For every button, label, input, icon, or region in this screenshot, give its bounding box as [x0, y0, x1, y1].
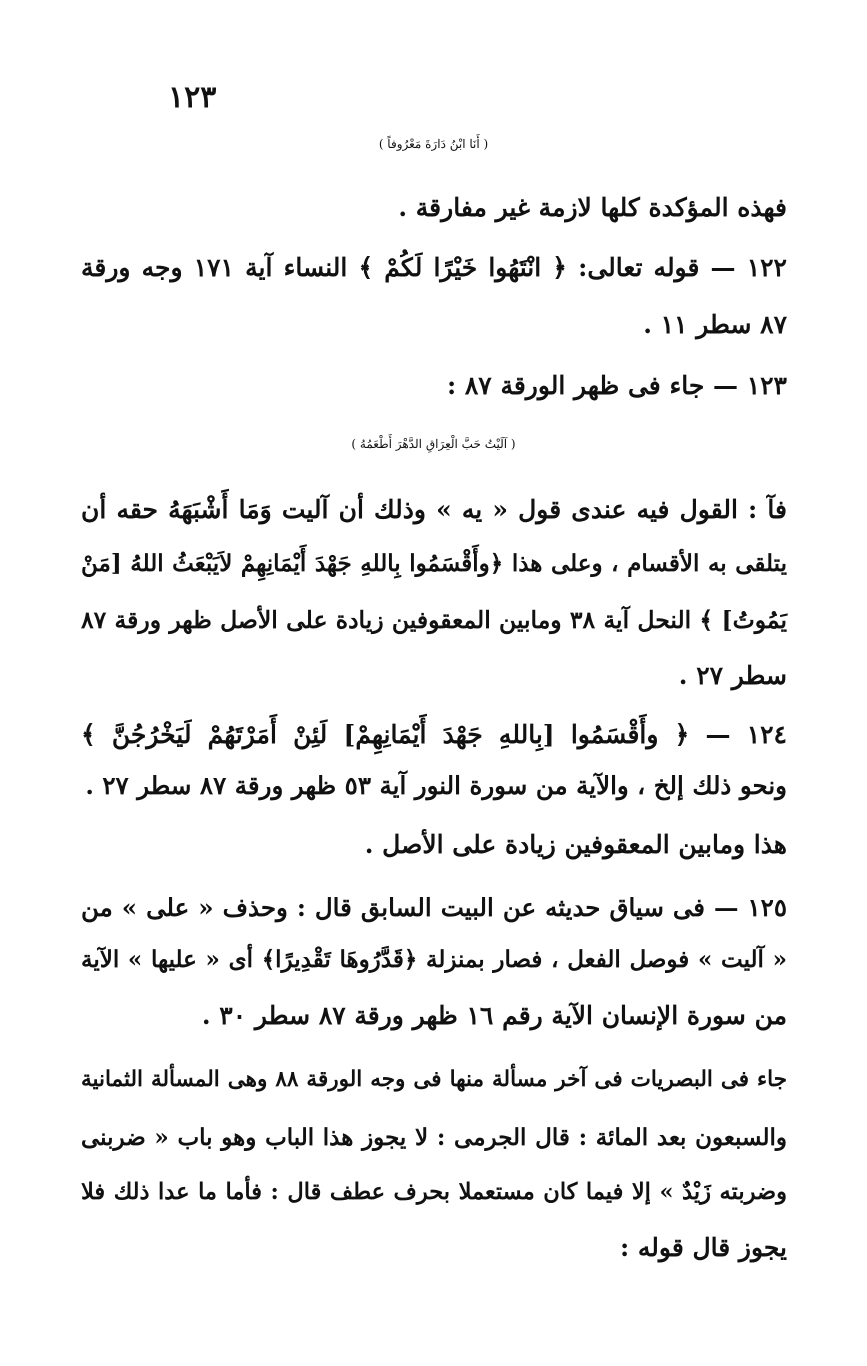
text-line: جاء فى البصريات فى آخر مسألة منها فى وجه الورقة ٨٨ وهى المسألة الثمانية	[81, 1067, 787, 1092]
text-line: والسبعون بعد المائة : قال الجرمى : لا يجوز هذا الباب وهو باب « ضربنى	[81, 1124, 787, 1151]
text-line: ١٢٥ — فى سياق حديثه عن البيت السابق قال : وحذف « على » من	[81, 893, 787, 922]
verse-line: ( آلَيْتُ حَبَّ الْعِرَاقِ الدَّهْرَ أَطْعَمُهُ )	[351, 437, 516, 451]
text-line: هذا ومابين المعقوفين زيادة على الأصل .	[364, 830, 787, 859]
text-line: ١٢٣ — جاء فى ظهر الورقة ٨٧ :	[446, 371, 787, 400]
text-line: سطر ٢٧ .	[678, 661, 787, 690]
text-line: ٨٧ سطر ١١ .	[643, 310, 787, 339]
text-line: « آليت » فوصل الفعل ، فصار بمنزلة ﴿قَدَّرُوهَا تَقْدِيرًا﴾ أى « عليها » الآية	[81, 946, 787, 973]
verse-line: ( أَنَا ابْنُ دَارَةَ مَعْرُوفاً )	[378, 137, 489, 151]
text-line: ١٢٤ — ﴿ وأَقْسَمُوا [بِاللهِ جَهْدَ أَيْمَانِهِمْ] لَئِنْ أَمَرْتَهُمْ لَيَخْرُجُنَّ ﴾	[81, 720, 787, 749]
text-line: ونحو ذلك إلخ ، والآية من سورة النور آية ٥٣ ظهر ورقة ٨٧ سطر ٢٧ .	[85, 771, 787, 800]
text-line: فهذه المؤكدة كلها لازمة غير مفارقة .	[398, 193, 787, 222]
page-number: ١٢٣	[168, 80, 217, 115]
text-line: يَمُوتُ] ﴾ النحل آية ٣٨ ومابين المعقوفين زيادة على الأصل ظهر ورقة ٨٧	[81, 606, 787, 634]
text-line: يتلقى به الأقسام ، وعلى هذا ﴿وأَقْسَمُوا بِاللهِ جَهْدَ أَيْمَانِهِمْ لاَيَبْعَثُ اللهُ [مَنْ	[81, 550, 787, 577]
text-line: من سورة الإنسان الآية رقم ١٦ ظهر ورقة ٨٧ سطر ٣٠ .	[201, 1001, 787, 1030]
text-line: وضربته زَيْدٌ » إلا فيما كان مستعملا بحرف عطف قال : فأما ما عدا ذلك فلا	[81, 1179, 787, 1205]
text-line: ١٢٢ — قوله تعالى: ﴿ انْتَهُوا خَيْرًا لَكُمْ ﴾ النساء آية ١٧١ وجه ورقة	[81, 253, 787, 282]
text-line: يجوز قال قوله :	[619, 1233, 787, 1262]
text-line: فآ : القول فيه عندى قول « يه » وذلك أن آليت وَمَا أَشْبَهَهُ حقه أن	[81, 495, 787, 524]
